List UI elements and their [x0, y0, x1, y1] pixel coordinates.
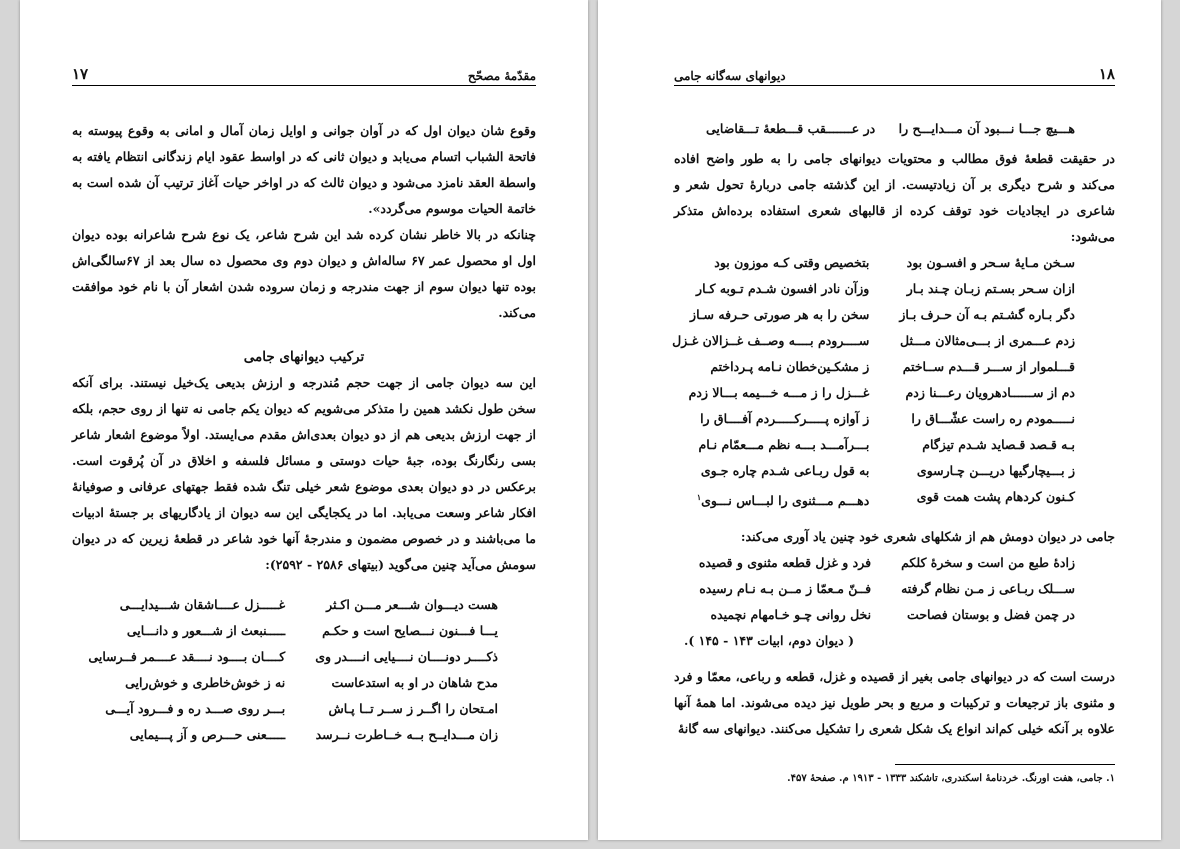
hemistich: ســـلک ربـاعی ز مـن نظام گرفته	[901, 581, 1075, 597]
section-title: ترکیب دیوانهای جامی	[243, 349, 365, 365]
hemistich: بـــر روی صـــد ره و فـــرود آیـــی	[105, 701, 286, 716]
hemistich: ســــرودم بــــه وصــف غــزالان غـزل	[672, 333, 870, 348]
hemistich-with-note	[672, 484, 869, 514]
hemistich: وزآن نادر افسون شـدم تـوبه کـار	[696, 281, 870, 296]
hemistich: زان مـــدایــح بــه خــاطرت نــرسد	[315, 727, 498, 742]
hemistich: یـــا فـــنون نـــصایح است و حکـم	[322, 623, 498, 638]
hemistich: بـه قـصد قـصاید شـدم تیزگام	[922, 437, 1075, 452]
page-body	[72, 118, 536, 748]
poem-verses	[674, 550, 1115, 628]
running-title: مقدّمهٔ مصحّح	[467, 69, 536, 83]
hemistich: بـــرآمـــد بـــه نظم مـــعمّام نـام	[698, 437, 870, 452]
page-body	[674, 116, 1115, 787]
hemistich: قـــلموار از ســـر قـــدم ســاختم	[902, 359, 1075, 374]
poem-verses	[674, 250, 1115, 514]
hemistich: ـــــنبعث از شـــعور و دانـــایی	[126, 623, 286, 638]
hemistich: نـــــمودم ره راست عشّـــاق را	[911, 411, 1075, 426]
citation: ( دیوان دوم، ابیات ۱۴۳ - ۱۴۵ ).	[684, 633, 854, 649]
hemistich: بتخصیص وقتی کـه موزون بود	[714, 255, 870, 270]
hemistich: ز آوازه پـــــرکـــــردم آفــــاق را	[700, 411, 870, 426]
hemistich: سـخن مـایهٔ سـحر و افسـون بود	[906, 255, 1075, 270]
hemistich: ازان سـحر بسـتم زبـان چـند بـار	[906, 281, 1075, 296]
hemistich: به قول ربـاعی شـدم چاره جـوی	[700, 463, 870, 478]
hemistich: ز مشکـین‌خطان نـامه پـرداختم	[710, 359, 870, 374]
hemistich: هست دیـــوان شـــعر مـــن اکـثر	[326, 597, 498, 612]
paragraph: وقوع شان دیوان اول که در آوان جوانی و اوایل زمان آمال و امانی به وقوع پیوسته به فاتحة الشباب اتسام می‌یابد و دیوان ثانی که در اواسط عقود ایام زندگانی انتظام یافته به واسطة العقد نامزد می‌شود و دیوان ثالث که در اواخر حیات آغاز ترتیب آن شده است به خاتمة الحیات موسوم می‌گردد».	[72, 123, 536, 216]
hemistich: نخل روانی چـو خـامهام نچمیده	[710, 607, 872, 623]
page-header	[674, 62, 1115, 86]
hemistich: ـــــعنی حـــرص و آز پـــیمایی	[129, 727, 286, 742]
paragraph: در حقیقت قطعهٔ فوق مطالب و محتویات دیوانهای جامی را به طور واضح افاده می‌کند و شرح دیگری بر آن زیادتیست. از این گذشته جامی دربارهٔ تحول شعر و شاعری در ایجادیات خود توقف کرده از قالبهای شعری استفاده برده‌اش متذکر می‌شود:	[674, 151, 1115, 244]
hemistich: زدم عـــمری از بـــی‌مثالان مـــثل	[900, 333, 1075, 348]
poem-verses	[72, 592, 536, 748]
paragraph: جامی در دیوان دومش هم از شکلهای شعری خود چنین یاد آوری می‌کند:	[740, 529, 1115, 545]
page-18	[598, 0, 1161, 840]
paragraph: درست است که در دیوانهای جامی بغیر از قصیده و غزل، قطعه و رباعی، معمّا و فرد و مثنوی باز ترجیعات و ترکیبات و مربع و بحر طویل نیز دیده می‌شوند. اما همهٔ آنها علاوه بر آنکه خیلی کم‌اند انواع یک شکل شعری را تشکیل می‌کنند. دیوانهای سه گانهٔ	[674, 669, 1115, 737]
page-17	[20, 0, 588, 840]
hemistich: ذکــــر دونــــان نــــیایی انــــدر وی	[315, 649, 498, 664]
hemistich: نه ز خوش‌خاطری و خوش‌رایی	[125, 675, 286, 690]
page-number: ۱۷	[72, 65, 89, 83]
paragraph: این سه دیوان جامی از جهت حجم مُندرجه و ارزش بدیعی یک‌خیل نیستند. برای آنکه سخن طول نکشد همین را متذکر می‌شویم که دیوان یکم جامی نه تنها از روی حجم، بلکه از جهت ارزش بدیعی هم از دو دیوان بعدی‌اش مقدم می‌ایستد. اولاً موضوع اشعار شاعر بسی رنگارنگ بوده، جبهٔ حیات دوستی و مسائل فلسفه و اخلاق در آن پُرقوت است. برعکس در دو دیوان بعدی موضوع شعر خیلی تنگ شده فقط جهتهای عرفانی و صوفیانهٔ افکار شاعر وسعت می‌یابد. اما در یکجایگی این سه دیوان از یادگاریهای بر جستهٔ ادبیات ما می‌باشند و در خصوص مضمون و مندرجهٔ آنها خود شاعر در قطعهٔ زیرین که در دیوان سومش می‌آید چنین می‌گوید (بیتهای ۲۵۸۶ - ۲۵۹۲):	[72, 375, 536, 572]
hemistich: امـتحان را اگــر ز ســر تــا پـاش	[328, 701, 498, 716]
hemistich: غـــــزل عــــاشقان شـــیدایـــی	[119, 597, 286, 612]
hemistich: زادهٔ طبع من است و سخرهٔ کلکم	[901, 555, 1075, 571]
hemistich: در عـــــــقب قـــطعهٔ تـــقاضایی	[706, 121, 876, 136]
hemistich: کـنون کردهام پشت همت قوی	[916, 489, 1075, 504]
hemistich: در چمن فضل و بوستان فصاحت	[907, 607, 1075, 623]
hemistich: فــنّ مـعمّا ز مــن بـه نـام رسیده	[699, 581, 872, 597]
hemistich: مدح شاهان در او به استدعاست	[331, 675, 498, 690]
hemistich: دم از ســــــادهرویان رعـــنا زدم	[905, 385, 1075, 400]
page-header	[72, 62, 536, 86]
page-number: ۱۸	[1098, 65, 1115, 83]
hemistich: دگر بـاره گشـتم بـه آن حـرف بـاز	[899, 307, 1075, 322]
hemistich: فرد و غزل قطعه مثنوی و قصیده	[698, 555, 872, 571]
hemistich: سخن را به هر صورتی حـرفه سـاز	[690, 307, 870, 322]
hemistich: کــــان بــــود نــــقد عــــمر فــرسایی	[88, 649, 286, 664]
paragraph: چنانکه در بالا خاطر نشان کرده شد این شرح شاعر، یک نوع شرح شاعرانه بوده دیوان اول او محصول عمر ۶۷ ساله‌اش و دیوان دوم وی محصول ده سال بعد از ۶۷سالگی‌اش بوده تنها دیوان سوم از جهت مندرجه و زمان سروده شدن اشعار آن با نام خود موافقت می‌کند.	[72, 227, 537, 320]
footnote-divider	[895, 764, 1115, 765]
hemistich: هـــیچ جـــا نـــبود آن مـــدایـــح را	[898, 121, 1075, 136]
hemistich: غـــزل را ز مـــه خـــیمه بـــالا زدم	[688, 385, 870, 400]
footnote-marker: ۱	[696, 492, 702, 502]
top-couplet	[674, 116, 1115, 142]
footnote: ۱. جامی، هفت اورنگ. خردنامهٔ اسکندری، تاشکند ۱۳۳۳ - ۱۹۱۳ م. صفحهٔ ۴۵۷.	[787, 773, 1115, 785]
hemistich: ز بـــیچارگیها دریـــن چـارسوی	[916, 463, 1075, 478]
running-title: دیوانهای سه‌گانه جامی	[674, 69, 786, 83]
hemistich: دهـــم مـــثنوی را لبـــاس نـــوی	[701, 493, 870, 509]
